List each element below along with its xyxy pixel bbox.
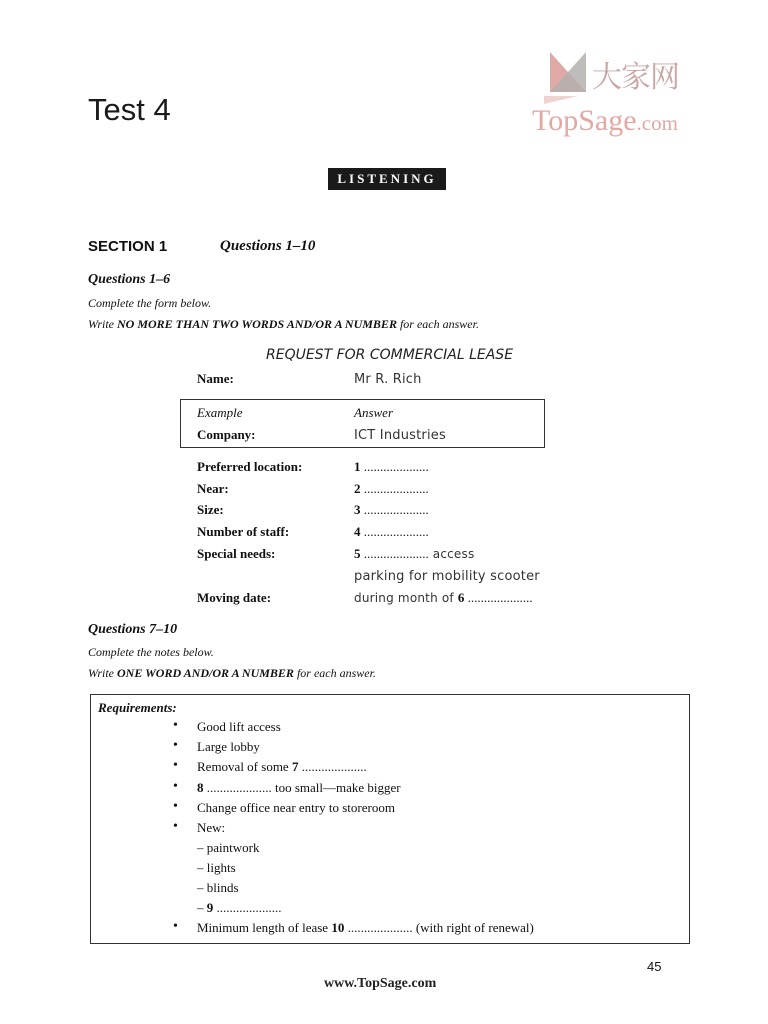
- note-item: Large lobby: [197, 739, 260, 754]
- bullet-icon: •: [173, 799, 178, 814]
- instr-suffix: for each answer.: [396, 317, 479, 331]
- instr-bold: NO MORE THAN TWO WORDS AND/OR A NUMBER: [117, 317, 397, 331]
- answer-blank-10: [197, 920, 534, 936]
- note-subitem: – paintwork: [197, 840, 260, 855]
- bullet-icon: •: [173, 738, 178, 753]
- blank-number: 3: [354, 502, 361, 517]
- company-label: Company:: [197, 427, 256, 442]
- blank-number: 9: [206, 900, 214, 915]
- logo-brand: TopSage: [532, 104, 637, 137]
- special-needs-extra: access: [428, 547, 475, 561]
- questions-7-10-word-limit: [88, 666, 376, 681]
- footer-url[interactable]: www.TopSage.com: [324, 976, 437, 991]
- company-value: ICT Industries: [354, 428, 446, 443]
- note-subitem: – lights: [197, 860, 236, 875]
- questions-7-10-instruction: Complete the notes below.: [88, 645, 214, 659]
- blank-number: 7: [291, 759, 299, 774]
- blank-number: 4: [354, 524, 361, 539]
- bullet-icon: •: [173, 718, 178, 733]
- special-needs-line2: parking for mobility scooter: [354, 569, 540, 584]
- page-number: 45: [647, 959, 662, 974]
- blank-number: 1: [354, 459, 361, 474]
- blank-number: 2: [354, 481, 361, 496]
- blank-dots: ....................: [344, 920, 413, 935]
- blank-dots: ....................: [360, 524, 429, 539]
- note-prefix: –: [197, 900, 207, 915]
- questions-1-6-instruction: Complete the form below.: [88, 296, 212, 310]
- moving-prefix: during month of: [354, 591, 458, 605]
- instr-prefix: Write: [88, 317, 117, 331]
- section-label: SECTION 1: [88, 238, 168, 255]
- answer-blank-4: [354, 524, 429, 540]
- blank-dots: ....................: [213, 900, 282, 915]
- preferred-location-label: Preferred location:: [197, 459, 303, 474]
- special-needs-label: Special needs:: [197, 546, 276, 561]
- answer-blank-5: [354, 546, 474, 562]
- blank-number: 6: [457, 590, 465, 605]
- bullet-icon: •: [173, 779, 178, 794]
- example-label: Example: [197, 405, 243, 420]
- page-title: Test 4: [88, 92, 171, 127]
- moving-date-label: Moving date:: [197, 590, 272, 605]
- blank-dots: ....................: [360, 502, 429, 517]
- answer-blank-7: [197, 759, 367, 775]
- questions-7-10-heading: Questions 7–10: [88, 622, 178, 637]
- answer-blank-3: [354, 502, 429, 518]
- note-prefix: Removal of some: [197, 759, 292, 774]
- note-subitem: – blinds: [197, 880, 239, 895]
- answer-blank-9: [197, 900, 282, 916]
- bullet-icon: •: [173, 819, 178, 834]
- blank-number: 10: [331, 920, 345, 935]
- logo-text: [532, 104, 678, 138]
- logo-chinese-text: 大家网: [592, 60, 679, 95]
- near-label: Near:: [197, 481, 229, 496]
- instr-prefix: Write: [88, 666, 117, 680]
- answer-blank-1: [354, 459, 429, 475]
- questions-1-6-heading: Questions 1–6: [88, 272, 171, 287]
- note-item: New:: [197, 820, 226, 835]
- blank-number: 5: [354, 546, 361, 561]
- form-title: REQUEST FOR COMMERCIAL LEASE: [266, 347, 514, 363]
- blank-dots: ....................: [360, 481, 429, 496]
- note-item: Change office near entry to storeroom: [197, 800, 395, 815]
- name-value: Mr R. Rich: [354, 372, 422, 387]
- note-item: Good lift access: [197, 719, 281, 734]
- note-suffix: too small—make bigger: [271, 780, 401, 795]
- answer-blank-6: [354, 590, 533, 606]
- section-questions: Questions 1–10: [220, 238, 316, 254]
- name-label: Name:: [197, 371, 234, 386]
- bullet-icon: •: [173, 758, 178, 773]
- notes-heading: Requirements:: [98, 700, 177, 715]
- blank-number: 8: [197, 780, 204, 795]
- blank-dots: ....................: [203, 780, 272, 795]
- answer-blank-8: [197, 780, 401, 796]
- blank-dots: ....................: [298, 759, 367, 774]
- instr-bold: ONE WORD AND/OR A NUMBER: [117, 666, 294, 680]
- bullet-icon: •: [173, 919, 178, 934]
- number-of-staff-label: Number of staff:: [197, 524, 290, 539]
- note-suffix: (with right of renewal): [412, 920, 534, 935]
- answer-blank-2: [354, 481, 429, 497]
- size-label: Size:: [197, 502, 224, 517]
- instr-suffix: for each answer.: [293, 666, 376, 680]
- listening-banner: LISTENING: [328, 168, 446, 190]
- blank-dots: ....................: [360, 546, 429, 561]
- blank-dots: ....................: [360, 459, 429, 474]
- questions-1-6-word-limit: [88, 317, 479, 332]
- blank-dots: ....................: [464, 590, 533, 605]
- answer-label: Answer: [354, 405, 393, 420]
- notes-box: [90, 694, 690, 944]
- logo-domain: .com: [636, 111, 678, 135]
- note-prefix: Minimum length of lease: [197, 920, 332, 935]
